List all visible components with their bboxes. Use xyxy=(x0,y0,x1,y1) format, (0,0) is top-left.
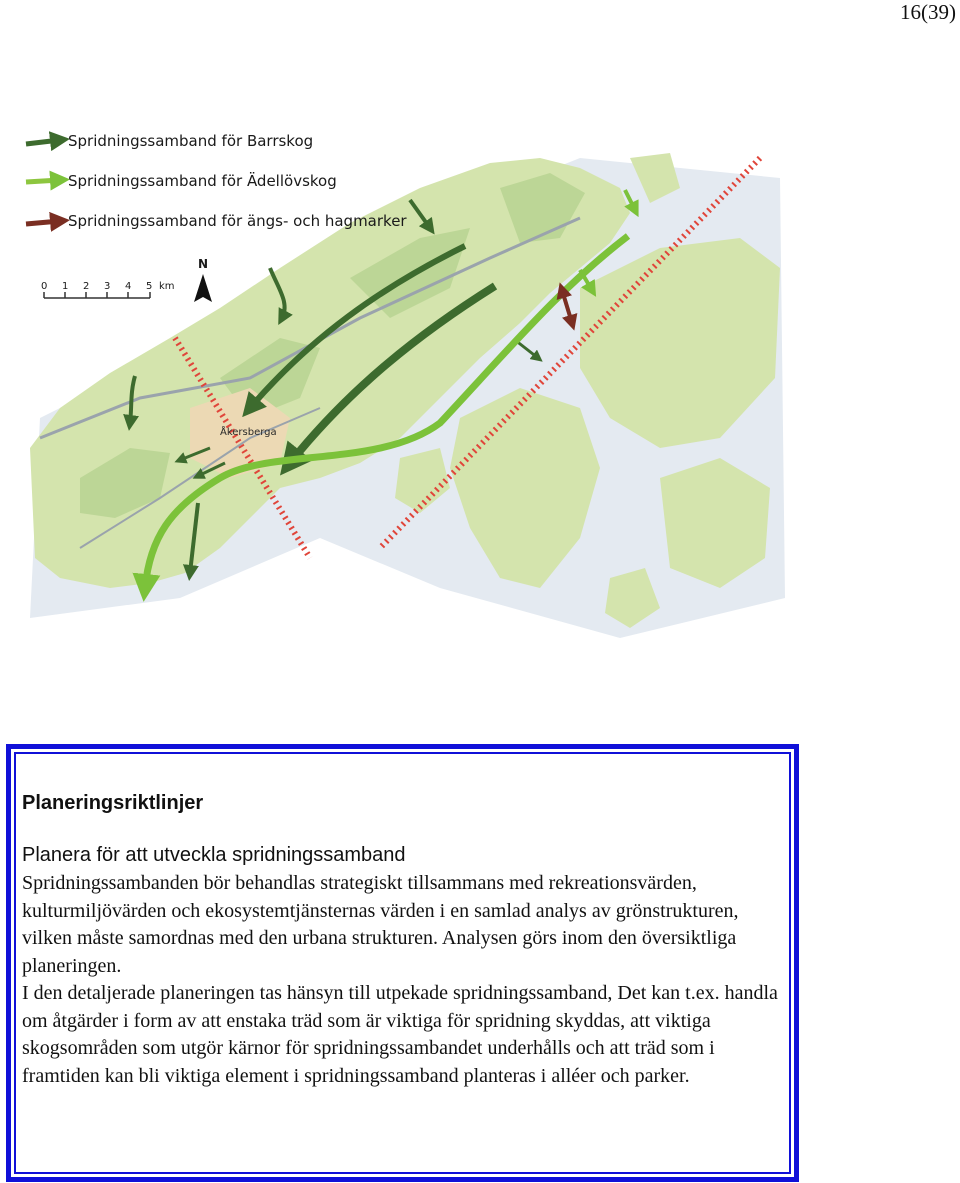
scale-tick: 4 xyxy=(125,281,132,292)
guidelines-heading: Planeringsriktlinjer xyxy=(22,792,204,814)
legend-item-adellovskog: Spridningssamband för Ädellövskog xyxy=(68,172,337,190)
scale-unit: km xyxy=(159,281,175,292)
north-label: N xyxy=(198,257,209,271)
legend-item-barrskog: Spridningssamband för Barrskog xyxy=(68,132,314,150)
scale-bar xyxy=(41,281,175,298)
green-corridor-map xyxy=(20,118,790,638)
scale-tick: 2 xyxy=(83,281,90,292)
guidelines-paragraph: Spridningssambanden bör behandlas strategiskt tillsammans med rekreationsvärden, kulturmiljövärden och ekosystemtjänsternas värden i en samlad analys av grönstrukturen, vilken måste samordnas med den urbana strukturen. Analysen görs inom den översiktliga planeringen. xyxy=(22,872,739,977)
planning-guidelines-inner xyxy=(14,752,791,1174)
map-legend xyxy=(26,132,407,230)
scale-tick: 5 xyxy=(146,281,153,292)
north-arrow-icon xyxy=(194,257,212,302)
place-label: Åkersberga xyxy=(220,427,277,438)
guidelines-paragraph: I den detaljerade planeringen tas hänsyn till utpekade spridningssamband, Det kan t.ex. handla om åtgärder i form av att enstaka träd som är viktiga för spridning skyddas, att viktiga skogsområden som utgör kärnor för spridningssambandet underhålls och att träd som i framtiden kan bli viktiga element i spridningssamband planteras i alléer och parker. xyxy=(22,982,778,1087)
guidelines-subheading: Planera för att utveckla spridningssamband xyxy=(22,844,406,866)
scale-tick: 3 xyxy=(104,281,111,292)
scale-tick: 0 xyxy=(41,281,48,292)
page-number: 16(39) xyxy=(900,0,956,24)
scale-tick: 1 xyxy=(62,281,69,292)
legend-item-angs-hagmark: Spridningssamband för ängs- och hagmarker xyxy=(68,212,407,230)
planning-guidelines-box xyxy=(6,744,799,1182)
